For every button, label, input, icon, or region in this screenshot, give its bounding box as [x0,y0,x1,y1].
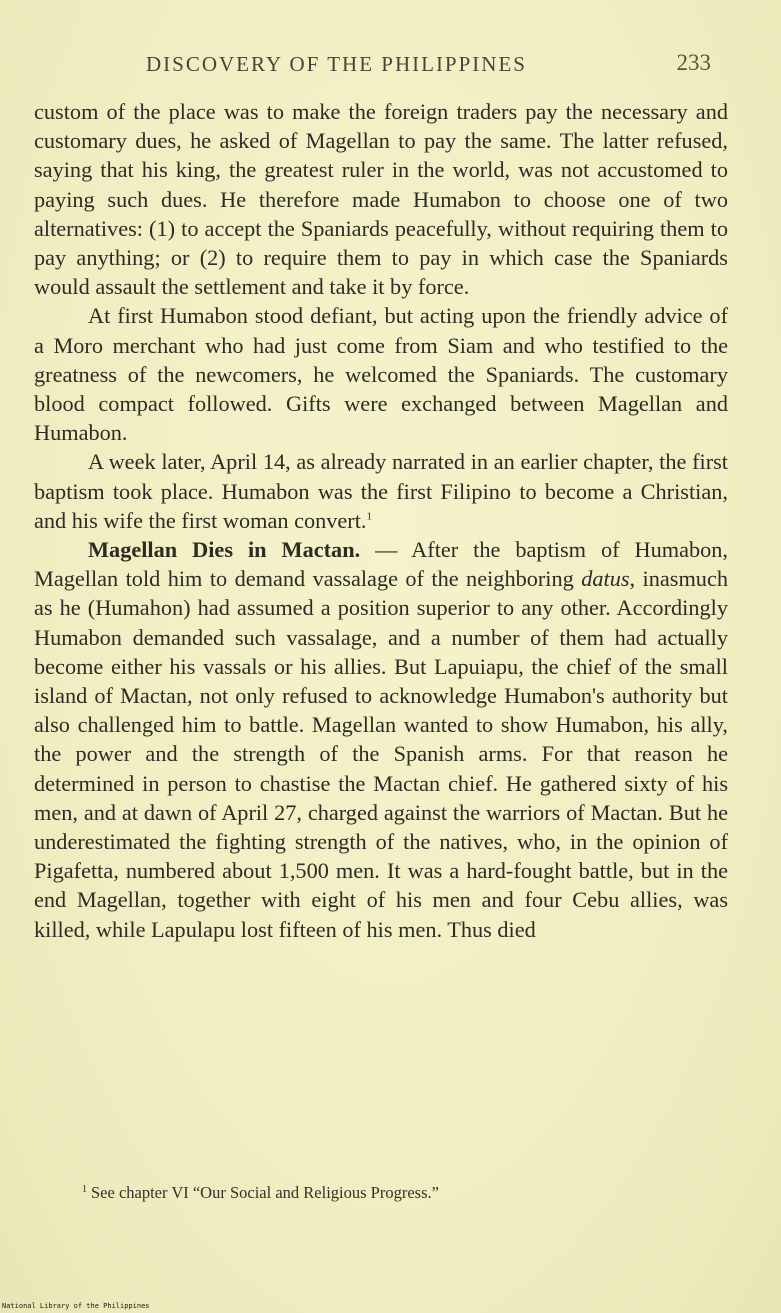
footnote-reference: 1 [366,510,373,523]
paragraph-3-text: A week later, April 14, as already narrated in an earlier chapter, the first baptism took place. Humabon was the first Filipino to become a Christian, and his wife the first woman convert. [34,449,728,533]
paragraph-4-text-b: , inasmuch as he (Humahon) had assumed a position superior to any other. Accordingly Humabon demanded such vassalage, and a number of them had actually become either his vassals or his allies. But Lapuiapu, the chief of the small island of Mactan, not only refused to acknowledge Humabon's authority but also challenged him to battle. Magellan wanted to show Humabon, his ally, the power and the strength of the Spanish arms. For that reason he determined in person to chastise the Mactan chief. He gathered sixty of his men, and at dawn of April 27, charged against the warriors of Mactan. But he underestimated the fighting strength of the natives, who, in the opinion of Pigafetta, numbered about 1,500 men. It was a hard-fought battle, but in the end Magellan, together with eight of his men and four Cebu allies, was killed, while Lapulapu lost fifteen of his men. Thus died [34,566,728,942]
paragraph-4 [34,535,728,944]
body-text [34,97,728,944]
paragraph-2: At first Humabon stood defiant, but acting upon the friendly advice of a Moro merchant who had just come from Siam and who testified to the greatness of the newcomers, he welcomed the Spaniards. The customary blood compact followed. Gifts were exchanged between Magellan and Humabon. [34,303,728,446]
running-title: DISCOVERY OF THE PHILIPPINES [146,52,527,76]
footnote [82,1183,742,1203]
page-number: 233 [676,50,711,75]
paragraph-1: custom of the place was to make the foreign traders pay the necessary and customary dues, he asked of Magellan to pay the same. The latter refused, saying that his king, the greatest ruler in the world, was not accustomed to paying such dues. He therefore made Humabon to choose one of two alternatives: (1) to accept the Spaniards peacefully, without requiring them to pay anything; or (2) to require them to pay in which case the Spaniards would assault the settlement and take it by force. [34,99,728,300]
italic-term: datus [581,566,630,592]
section-heading: Magellan Dies in Mactan. [88,537,361,563]
library-watermark: National Library of the Philippines [2,1302,150,1310]
paragraph-3 [34,447,728,535]
footnote-number: 1 [82,1183,87,1195]
heading-dash: — [360,537,412,563]
running-header [40,50,711,84]
paragraph-4-text-a: After the baptism of Humabon, Magellan told him to demand vassalage of the neighboring [34,537,728,592]
footnote-text: See chapter VI “Our Social and Religious Progress.” [91,1183,439,1202]
